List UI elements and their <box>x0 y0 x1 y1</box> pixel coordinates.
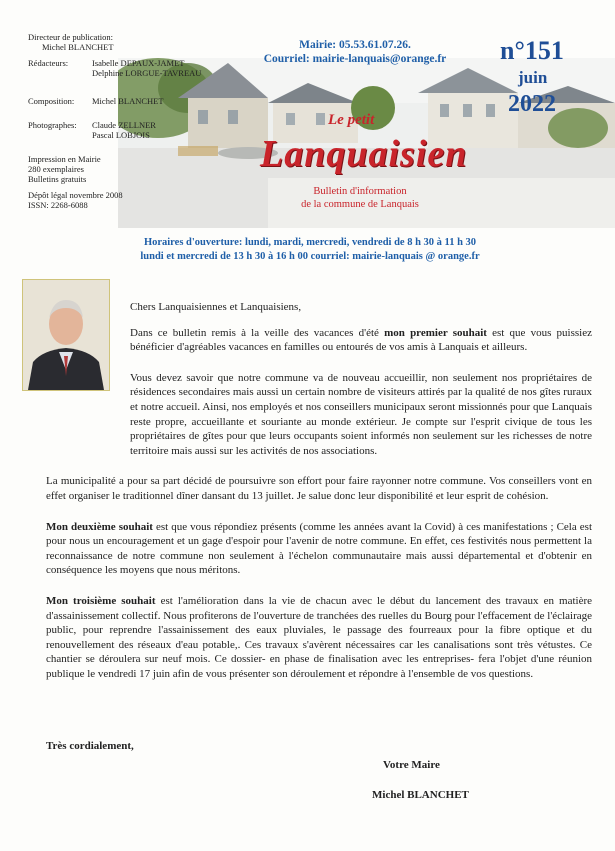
photographe-2: Pascal LOBJOIS <box>92 130 150 140</box>
salutation: Chers Lanquaisiennes et Lanquaisiens, <box>130 301 302 313</box>
paragraph-3: La municipalité a pour sa part décidé de poursuivre son effort pour faire rayonner notre commune. Vos conseillers vont en effet organiser le traditionnel dîner dansant du 13 juillet. Je salue donc leur disponibilité et leur esprit de cohésion. <box>46 475 592 502</box>
brand-le-petit: Le petit <box>328 112 375 128</box>
paragraph-1-text-c: est que vous puissiez bénéficier d'agréables vacances en familles ou entourés de vos amis à Lanquais et ailleurs. <box>130 326 592 354</box>
hours-line-2: lundi et mercredi de 13 h 30 à 16 h 00 courriel: mairie-lanquais @ orange.fr <box>140 251 480 262</box>
brand-subtitle <box>280 186 440 211</box>
editorial-letter <box>46 300 592 697</box>
issue-year: 2022 <box>508 91 556 117</box>
issue-month: juin <box>518 68 548 87</box>
redacteurs-label: Rédacteurs: <box>28 58 69 68</box>
paragraph-5-text: est l'amélioration dans la vie de chacun avec le début du lancement des travaux en matière d'assainissement collectif. Nous profiterons de l'ouverture de tranchées des ruelles du Bourg pour l'effacement de l'éclairage public, pour reprendre l'assainissement des eaux pluviales, le passage des fourreaux pour la fibre optique et du renouvellement des réseaux d'eau potable,. Ces travaux s'avèrent nécessaires car les canalisations sont très vétustes. Ce chantier se déroulera sur neuf mois. Ce dossier- en phase de finalisation avec les entreprises- fera l'objet d'une réunion publique le vendredi 17 juin afin de vous présenter son déroulement et répondre à l'ensemble de vos questions. <box>46 594 592 680</box>
paragraph-5 <box>46 594 592 682</box>
first-wish: mon premier souhait <box>384 326 487 339</box>
mairie-phone: Mairie: 05.53.61.07.26. <box>299 39 411 51</box>
photographes-label: Photographes: <box>28 120 77 130</box>
composition-name: Michel BLANCHET <box>92 96 164 106</box>
signature-title: Votre Maire <box>383 759 440 771</box>
redacteur-2: Delphine LORGUE-TAVREAU <box>92 68 202 78</box>
paragraph-4-text: est que vous répondiez présents (comme les années avant la Covid) à ces manifestations ; Cela est pour nous un encouragement et un gage d'espoir pour l'avenir de notre commune. En effet, ces festivités nous permettent la reconnaissance de notre commune non seulement à l'échelon communautaire mais aussi départemental et d'obtenir en conséquence les moyens que nous méritons. <box>46 520 593 577</box>
gratuits-text: Bulletins gratuits <box>28 174 87 184</box>
third-wish: Mon troisième souhait <box>46 594 156 607</box>
paragraph-1-text-a: Dans ce bulletin remis à la veille des vacances d'été <box>130 326 385 339</box>
impression-text: Impression en Mairie <box>28 154 101 164</box>
mairie-email[interactable]: Courriel: mairie-lanquais@orange.fr <box>263 53 447 65</box>
composition-label: Composition: <box>28 96 75 106</box>
hours-line-1: Horaires d'ouverture: lundi, mardi, mercredi, vendredi de 8 h 30 à 11 h 30 <box>143 237 477 248</box>
second-wish: Mon deuxième souhait <box>46 520 153 533</box>
subtitle-line-1: Bulletin d'information <box>313 186 407 197</box>
paragraph-1 <box>130 326 592 355</box>
closing: Très cordialement, <box>46 740 134 752</box>
opening-hours <box>30 236 590 264</box>
issue-number: n°151 <box>500 36 564 65</box>
paragraph-4 <box>46 520 592 578</box>
issn: ISSN: 2268-6088 <box>28 200 88 210</box>
subtitle-line-2: de la commune de Lanquais <box>301 198 419 210</box>
redacteur-1: Isabelle DEPAUX-JAMET <box>92 58 185 68</box>
directeur-name: Michel BLANCHET <box>42 42 114 52</box>
contact-block <box>240 38 470 66</box>
photographe-1: Claude ZELLNER <box>92 120 156 130</box>
directeur-label: Directeur de publication: <box>28 32 113 42</box>
signature-name: Michel BLANCHET <box>372 789 469 801</box>
exemplaires-text: 280 exemplaires <box>28 164 84 174</box>
brand-title: Lanquaisien <box>260 133 468 175</box>
credits-block <box>28 32 238 210</box>
depot-legal: Dépôt légal novembre 2008 <box>28 190 123 200</box>
paragraph-2: Vous devez savoir que notre commune va de nouveau accueillir, non seulement nos propriétaires de résidences secondaires mais aussi un certain nombre de visiteurs attirés par la qualité de nos gîtes ruraux et notre accueil. Ainsi, nos employés et nos conseillers municipaux seront missionnés pour que Lanquais reste propre, accueillante et souriante au monde extérieur. Je compte sur l'esprit civique de tous les propriétaires de gîtes pour que leurs occupants soient informés non seulement sur les richesses de notre territoire mais aussi sur les activités de nos associations. <box>130 371 592 457</box>
